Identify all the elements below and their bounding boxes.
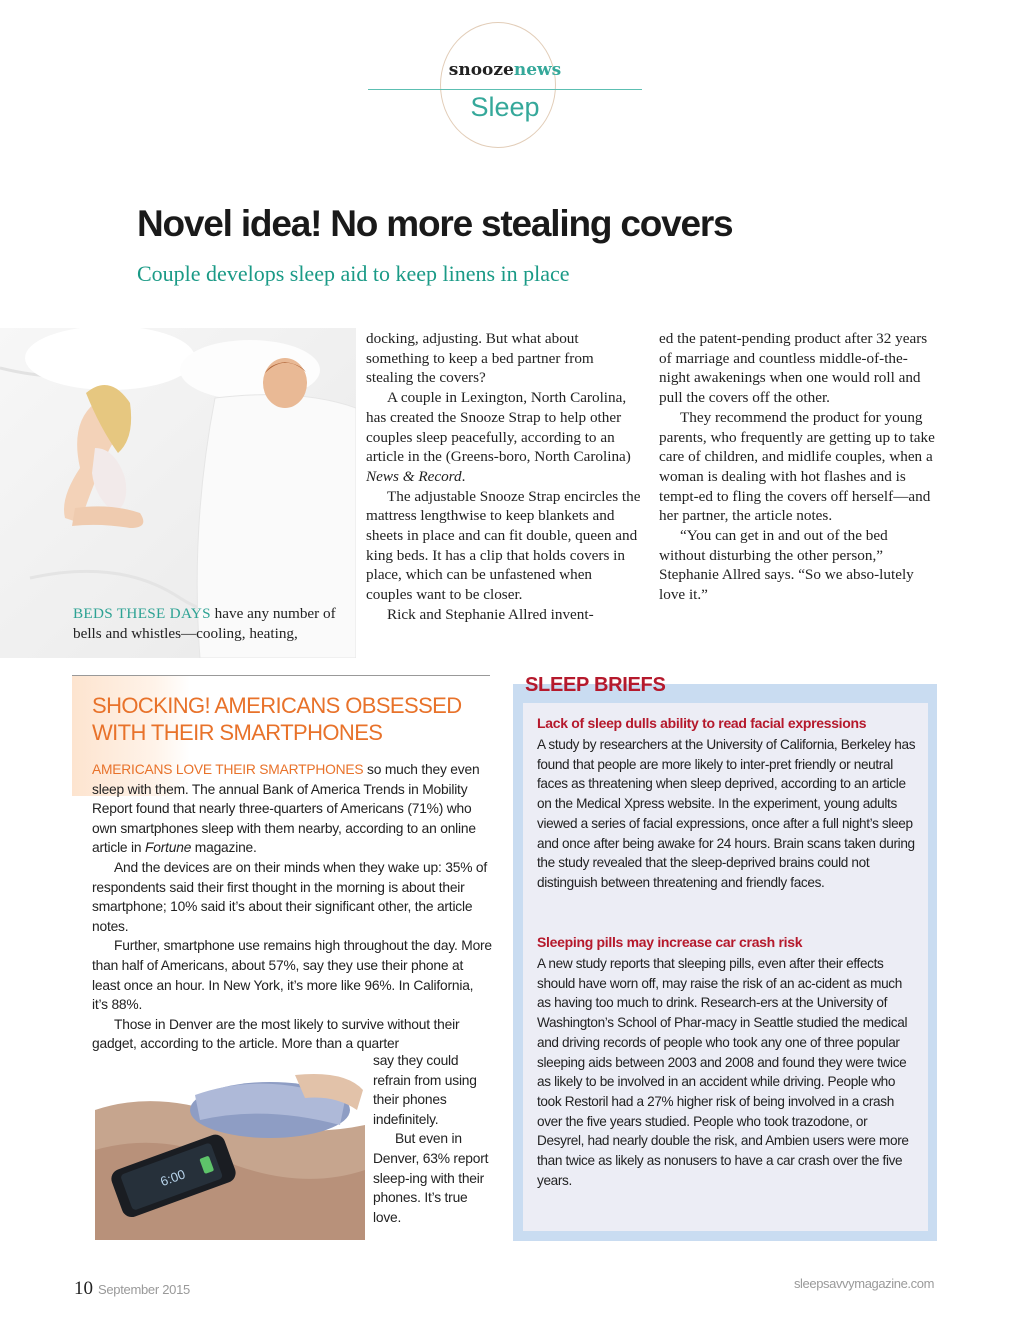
paragraph xyxy=(92,760,492,858)
brief-title: Sleeping pills may increase car crash risk xyxy=(537,934,803,950)
sleeping-with-phone-photo xyxy=(95,1070,365,1240)
paragraph: “You can get in and out of the bed without disturbing the other person,” Stephanie Allred says. “So we abso-lutely love it.” xyxy=(659,527,914,604)
paragraph: Further, smartphone use remains high throughout the day. More than half of Americans, about 57%, say they use their phone at least once an hour. In New York, it’s more like 96%. In California, it’s 88%. xyxy=(92,938,492,1013)
section-badge-rule xyxy=(368,89,642,90)
article-column-3 xyxy=(659,329,935,605)
brief-body: A new study reports that sleeping pills, even after their effects should have worn off, may raise the risk of an ac-cident as much as having too much to drink. Research-ers at the University of Washington’s School of Phar-macy in Seattle studied the medical and driving records of people who took any one of three popular sleeping aids between 2003 and 2008 and found they were twice as likely to be involved in an accident while driving. People who took Restoril had a 27% higher risk of being involved in a crash over the five years studied. People who took trazodone, or Desyrel, had nearly double the risk, and Ambien users were more than twice as likely as nonusers to have a car crash over the five years. xyxy=(537,956,909,1188)
paragraph: docking, adjusting. But what about something to keep a bed partner from stealing the covers? xyxy=(366,330,594,387)
sleep-briefs-heading: SLEEP BRIEFS xyxy=(525,674,666,696)
paragraph: ed the patent-pending product after 32 years of marriage and countless middle-of-the-night awakenings when one would roll and pull the covers off the other. xyxy=(659,330,928,407)
paragraph: The adjustable Snooze Strap encircles the mattress lengthwise to keep blankets and sheets in place and can fit double, queen and king beds. It has a clip that holds covers in place, which can be unfastened when couples want to be closer. xyxy=(366,487,641,604)
magazine-website: sleepsavvymagazine.com xyxy=(793,1276,934,1291)
brand-logo-part1: snooze xyxy=(448,60,514,80)
page-number: 10 xyxy=(74,1278,93,1299)
paragraph: say they could refrain from using their phones indefinitely. xyxy=(373,1053,477,1127)
paragraph: A couple in Lexington, North Carolina, has created the Snooze Strap to help other couples sleep peacefully, according to an article in the (Greens-boro, North Carolina) News & Record. xyxy=(366,389,631,485)
paragraph-text: magazine. xyxy=(191,840,257,856)
section-title: Sleep xyxy=(470,92,540,122)
article-column-2 xyxy=(366,329,642,625)
paragraph: And the devices are on their minds when they wake up: 35% of respondents said their first thought in the morning is about their smartphone; 10% said it’s about their significant other, the article notes. xyxy=(92,859,488,934)
smartphone-article-body-wrap xyxy=(373,1051,497,1227)
paragraph: Rick and Stephanie Allred invent- xyxy=(387,605,594,623)
brief-title: Lack of sleep dulls ability to read facial expressions xyxy=(537,715,867,731)
article-subhead: Couple develops sleep aid to keep linens in place xyxy=(137,261,570,286)
caption-text: have any number of bells and whistles—cooling, heating, xyxy=(73,605,336,642)
paragraph-text: A couple in Lexington, North Carolina, has created the Snooze Strap to help other couples sleep peacefully, according to an article in the (Greens-boro, North Carolina) xyxy=(366,389,631,466)
smartphone-article-title: SHOCKING! AMERICANS OBSESSED WITH THEIR SMARTPHONES xyxy=(92,693,462,745)
sleeping-with-phone-illustration xyxy=(95,1070,365,1240)
paragraph-lead: AMERICANS LOVE THEIR SMARTPHONES xyxy=(92,762,364,777)
phone-clock-text: 6:00 xyxy=(158,1166,188,1190)
paragraph: But even in Denver, 63% report sleep-ing with their phones. It’s true love. xyxy=(373,1131,489,1225)
article-headline: Novel idea! No more stealing covers xyxy=(137,203,733,244)
issue-date: September 2015 xyxy=(98,1282,190,1297)
paragraph-text: so much they even sleep with them. The annual Bank of America Trends in Mobility Report found that nearly three-quarters of Americans (71%) who own smartphones sleep with them nearby, according to an online article in xyxy=(92,762,480,856)
caption-lead: BEDS THESE DAYS xyxy=(73,605,211,622)
magazine-name: Fortune xyxy=(145,840,192,856)
publication-name: News & Record xyxy=(366,467,462,485)
smartphone-article-body xyxy=(92,760,492,1054)
brand-logo xyxy=(368,60,642,80)
brand-logo-part2: news xyxy=(513,60,562,80)
brief-body: A study by researchers at the University of California, Berkeley has found that people are more likely to inter-pret friendly or neutral faces as threatening when sleep deprived, according to an article on the Medical Xpress website. In the experiment, young adults viewed a series of facial expressions, once after a full night’s sleep and once after being awake for 24 hours. Brain scans taken during the study revealed that the sleep-deprived brains could not distinguish between threatening and friendly faces. xyxy=(537,737,916,890)
section-badge-circle xyxy=(440,22,556,148)
paragraph: They recommend the product for young parents, who frequently are getting up to take care of children, and midlife couples, when a woman is dealing with hot flashes and is tempt-ed to fling the covers off herself—and her partner, the article notes. xyxy=(659,408,935,525)
photo-caption xyxy=(73,604,358,643)
paragraph: Those in Denver are the most likely to survive without their gadget, according to the article. More than a quarter xyxy=(92,1016,460,1052)
